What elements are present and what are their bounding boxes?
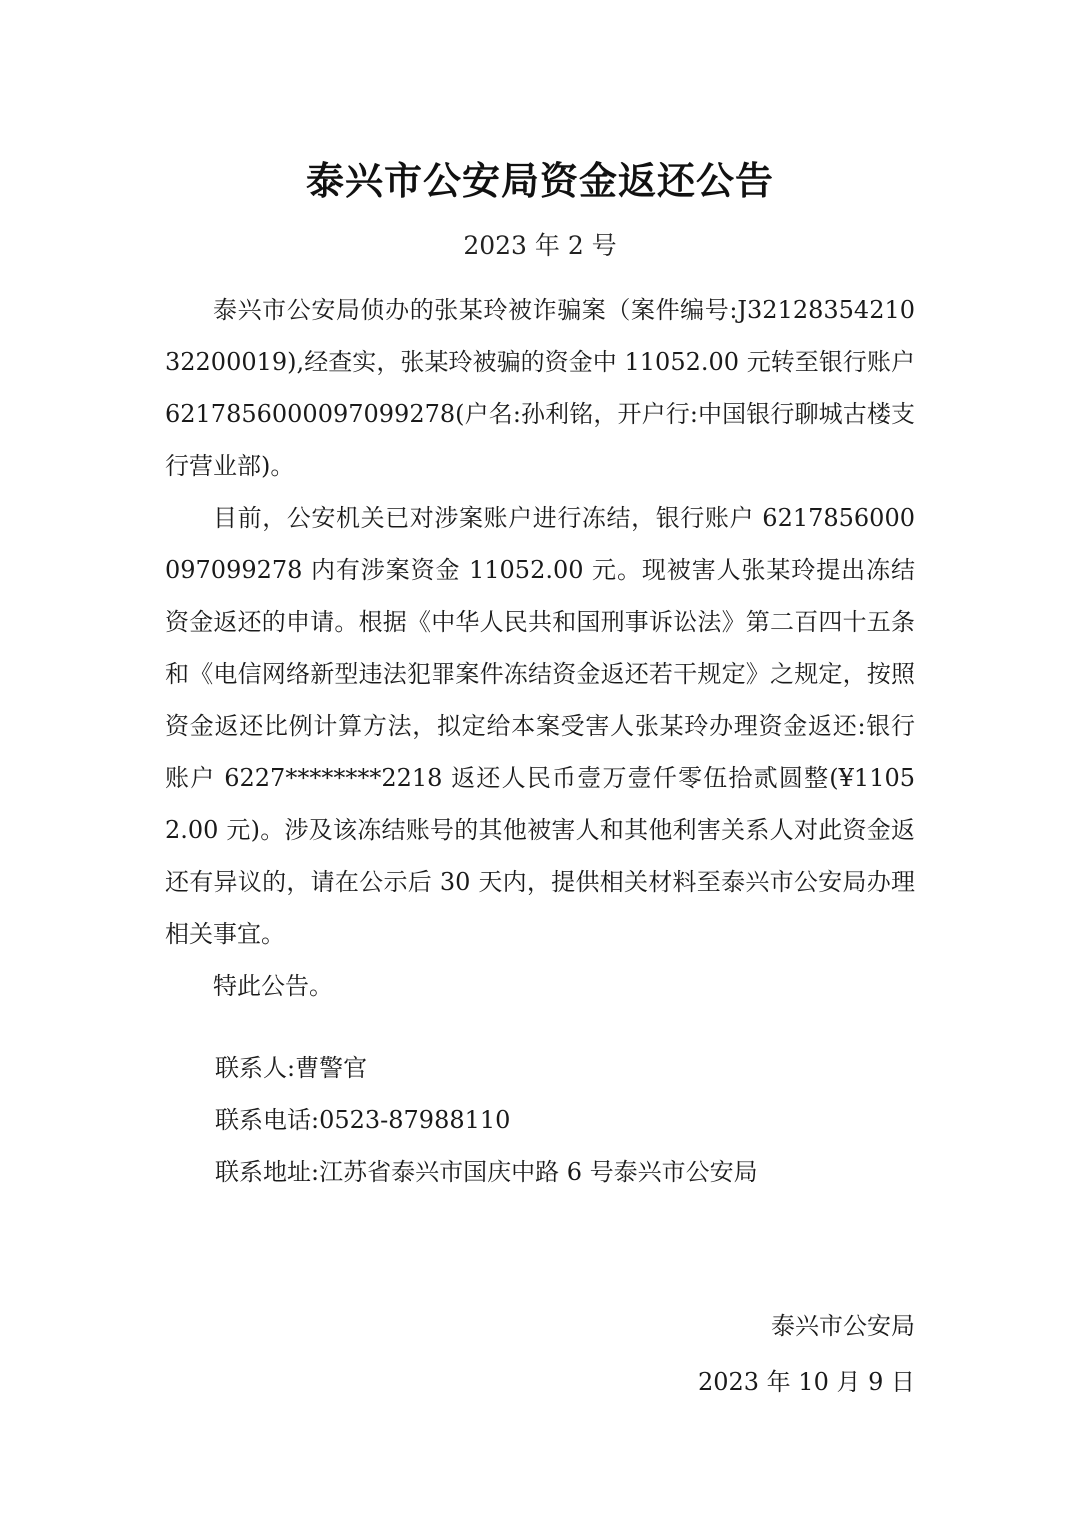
issuer-name: 泰兴市公安局 (771, 1312, 915, 1340)
paragraph-closing: 特此公告。 (213, 972, 333, 1000)
document-number: 2023 年 2 号 (463, 231, 617, 260)
document-title: 泰兴市公安局资金返还公告 (305, 159, 774, 203)
contact-person: 联系人:曹警官 (215, 1054, 368, 1082)
contact-phone: 联系电话:0523-87988110 (215, 1106, 511, 1134)
signoff-block (698, 1298, 915, 1410)
document-body (165, 284, 915, 1012)
issue-date: 2023 年 10 月 9 日 (697, 1368, 915, 1396)
contact-block (215, 1042, 915, 1198)
paragraph-case-summary: 泰兴市公安局侦办的张某玲被诈骗案（案件编号:J3212835421032200019),经查实，张某玲被骗的资金中 11052.00 元转至银行账户 6217856000097099278(户名:孙利铭，开户行:中国银行聊城古楼支行营业部)。 (165, 296, 915, 480)
paragraph-refund-details: 目前，公安机关已对涉案账户进行冻结，银行账户 6217856000097099278 内有涉案资金 11052.00 元。现被害人张某玲提出冻结资金返还的申请。根据《中华人民共和国刑事诉讼法》第二百四十五条和《电信网络新型违法犯罪案件冻结资金返还若干规定》之规定，按照资金返还比例计算方法，拟定给本案受害人张某玲办理资金返还:银行账户 6227********2218 返还人民币壹万壹仟零伍拾贰圆整(¥11052.00 元)。涉及该冻结账号的其他被害人和其他利害关系人对此资金返还有异议的，请在公示后 30 天内，提供相关材料至泰兴市公安局办理相关事宜。 (165, 504, 915, 948)
contact-address: 联系地址:江苏省泰兴市国庆中路 6 号泰兴市公安局 (215, 1158, 758, 1186)
